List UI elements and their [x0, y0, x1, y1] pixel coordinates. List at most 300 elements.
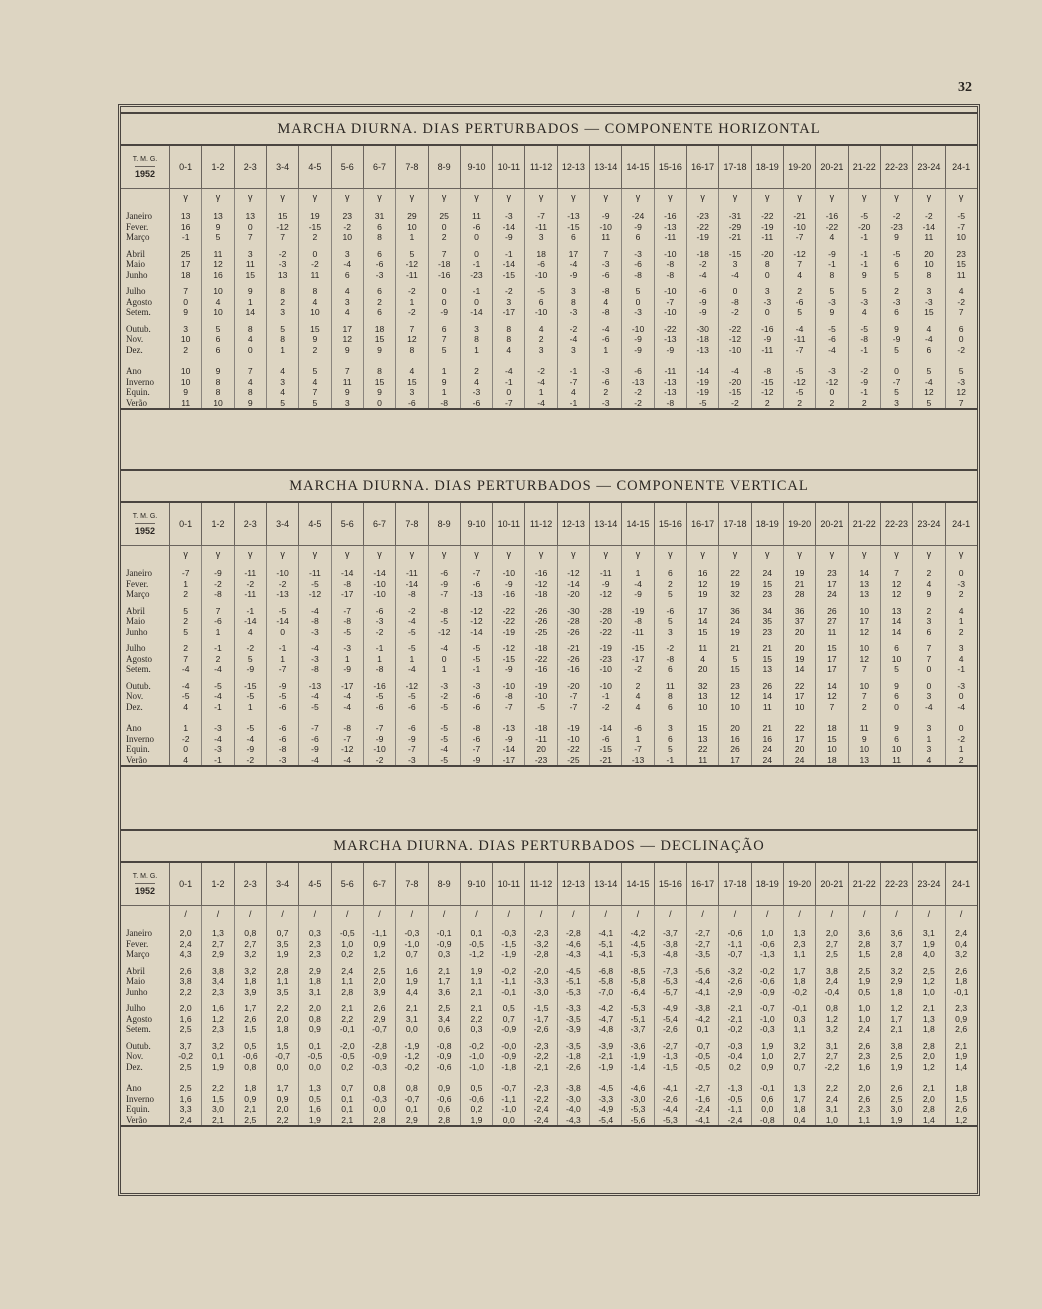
hour-header: 3-4	[267, 146, 299, 188]
table-cell: 12	[342, 334, 352, 344]
row-label: Junho	[126, 986, 148, 997]
value-group	[719, 318, 750, 356]
unit-symbol: γ	[506, 549, 512, 559]
table-cell: -1,0	[759, 1013, 775, 1024]
table-cell: 1,1	[858, 1114, 871, 1125]
hour-column	[461, 906, 493, 1125]
value-group	[332, 960, 363, 998]
table-cell: 2,4	[858, 1024, 871, 1034]
table-cell: -6	[375, 259, 384, 269]
value-group	[913, 355, 944, 408]
table-cell: 6	[635, 232, 641, 242]
table-cell: -26	[534, 605, 548, 616]
table-cell: -14	[567, 578, 580, 589]
table-cell: -12	[793, 248, 806, 259]
value-group	[881, 243, 912, 281]
table-cell: -2,3	[533, 1083, 549, 1093]
table-cell: -0,5	[307, 1051, 323, 1061]
hour-column	[396, 906, 428, 1125]
value-group	[525, 960, 556, 998]
table-cell: -5	[537, 701, 545, 712]
table-cell: 1,0	[761, 1051, 774, 1061]
table-cell: -15	[631, 643, 645, 653]
section-horizontal	[121, 112, 977, 410]
table-cell: -4	[343, 691, 352, 701]
table-cell: -4,1	[598, 949, 614, 959]
value-group	[332, 675, 363, 713]
table-cell: 2	[215, 653, 221, 664]
row-label: Equin.	[126, 387, 150, 397]
table-cell: 0,3	[438, 949, 451, 959]
hour-header: 17-18	[719, 503, 751, 545]
hour-header: 8-9	[429, 863, 461, 905]
table-cell: -7	[278, 664, 287, 674]
table-cell: -19	[534, 680, 548, 691]
value-group	[267, 675, 298, 713]
table-cell: 17	[827, 664, 837, 674]
table-cell: 10	[794, 701, 805, 712]
value-group	[784, 1035, 815, 1073]
table-cell: 6	[667, 664, 673, 674]
table-cell: 2	[474, 366, 479, 376]
table-cell: -2,9	[727, 986, 743, 997]
table-cell: 2,8	[858, 938, 871, 949]
value-group	[913, 637, 944, 675]
hour-column	[170, 546, 202, 765]
table-cell: 2,3	[308, 949, 321, 959]
table-cell: -22	[664, 323, 677, 334]
value-group	[849, 712, 880, 765]
value-group	[849, 1072, 880, 1125]
table-cell: -0,6	[436, 1093, 452, 1104]
hour-header: 0-1	[170, 503, 202, 545]
section-title: MARCHA DIURNA. DIAS PERTURBADOS — COMPONENTE HORIZONTAL	[121, 112, 977, 146]
table-cell: 6	[538, 296, 544, 307]
table-cell: 7	[797, 259, 802, 269]
table-cell: -5	[181, 691, 190, 701]
table-cell: -3	[925, 296, 933, 307]
unit-symbol: /	[507, 909, 511, 919]
table-cell: -5,4	[598, 1114, 614, 1125]
table-cell: 1,3	[922, 1013, 935, 1024]
table-cell: 20	[730, 723, 740, 733]
table-cell: -11	[664, 232, 677, 242]
hour-header: 3-4	[267, 503, 299, 545]
table-cell: 7	[312, 387, 318, 397]
table-cell: 3,6	[858, 928, 871, 938]
table-cell: 16	[697, 568, 708, 578]
table-cell: 7	[861, 664, 867, 674]
table-cell: 0,0	[308, 1061, 321, 1072]
value-group	[849, 997, 880, 1035]
table-cell: -20	[858, 221, 871, 232]
table-cell: 4	[958, 653, 964, 664]
unit-symbol: γ	[635, 549, 641, 559]
table-cell: -11	[535, 733, 547, 744]
table-cell: 3,2	[211, 1040, 224, 1051]
unit-symbol: γ	[958, 549, 964, 559]
table-cell: 0	[926, 680, 932, 691]
table-cell: -6,4	[630, 986, 646, 997]
unit-symbol: γ	[603, 549, 608, 559]
row-label: Julho	[126, 286, 146, 296]
unit-symbol: γ	[926, 192, 932, 202]
value-group	[493, 675, 524, 713]
table-cell: 2,4	[825, 976, 838, 986]
value-group	[784, 318, 815, 356]
table-cell: 4	[797, 269, 802, 280]
table-cell: -2	[731, 307, 739, 317]
table-cell: 24	[730, 616, 740, 626]
table-cell: 2	[538, 334, 544, 344]
table-cell: -9	[311, 744, 319, 754]
hour-column	[170, 906, 202, 1125]
row-label: Setem.	[126, 1024, 151, 1034]
value-group	[267, 205, 298, 243]
value-group	[655, 355, 686, 408]
unit-symbol: /	[345, 909, 349, 919]
table-cell: 6	[667, 568, 673, 578]
table-cell: -15	[567, 221, 580, 232]
table-cell: -19	[599, 643, 612, 653]
table-cell: -4	[214, 664, 222, 674]
table-cell: 0,1	[405, 1104, 418, 1114]
table-cell: 0	[764, 269, 770, 280]
table-cell: 2,5	[373, 965, 386, 976]
table-cell: -10	[373, 589, 386, 599]
hour-header: 21-22	[849, 146, 881, 188]
table-cell: -20	[599, 616, 612, 626]
value-group	[687, 205, 718, 243]
table-cell: -26	[534, 616, 548, 626]
hour-header: 1-2	[202, 863, 234, 905]
value-group	[881, 318, 912, 356]
table-cell: 13	[277, 269, 288, 280]
unit-symbol: γ	[441, 192, 447, 202]
value-group	[687, 922, 718, 960]
table-cell: 7	[183, 286, 189, 296]
table-cell: 17	[697, 605, 708, 616]
table-cell: -15	[502, 653, 515, 664]
hour-header: 16-17	[687, 863, 719, 905]
table-cell: -1	[569, 366, 578, 376]
value-group	[881, 280, 912, 318]
table-cell: 1	[474, 344, 479, 355]
value-group	[299, 1072, 330, 1125]
table-cell: -6	[375, 605, 384, 616]
table-cell: -5	[795, 366, 804, 376]
table-cell: 6	[958, 323, 964, 334]
value-group	[558, 922, 589, 960]
table-cell: 0,8	[244, 928, 257, 938]
value-group	[429, 318, 460, 356]
value-group	[202, 712, 233, 765]
hour-column	[590, 189, 622, 408]
table-cell: -8	[311, 616, 319, 626]
table-cell: -9	[634, 589, 642, 599]
table-cell: -16	[437, 269, 451, 280]
hour-header: 19-20	[784, 863, 816, 905]
unit-symbol: γ	[732, 549, 738, 559]
table-cell: 27	[827, 616, 837, 626]
table-cell: 14	[827, 680, 837, 691]
table-cell: 0	[441, 296, 447, 307]
table-cell: 17	[568, 248, 579, 259]
table-cell: -2	[957, 344, 965, 355]
table-cell: 5	[732, 653, 738, 664]
table-cell: 2,0	[179, 1003, 192, 1013]
table-cell: 11	[827, 626, 837, 637]
value-group	[493, 280, 524, 318]
table-cell: -12	[470, 605, 483, 616]
table-cell: -1	[860, 344, 869, 355]
value-group	[622, 243, 653, 281]
header-year: 1952	[135, 166, 155, 180]
value-group	[784, 997, 815, 1035]
table-cell: 10	[859, 643, 869, 653]
table-cell: -28	[567, 616, 580, 626]
table-cell: -5,6	[695, 965, 711, 976]
table-cell: 22	[730, 568, 740, 578]
table-cell: -1	[504, 248, 513, 259]
table-cell: -0,5	[695, 1051, 711, 1061]
table-cell: 2,3	[308, 938, 321, 949]
table-cell: 0	[474, 248, 479, 259]
table-cell: 1,4	[922, 1114, 935, 1125]
table-cell: -5,1	[630, 1013, 646, 1024]
table-cell: -13	[308, 680, 322, 691]
table-cell: -9	[763, 334, 772, 344]
value-group	[170, 997, 201, 1035]
table-cell: -10	[373, 578, 386, 589]
label-group	[121, 318, 169, 356]
table-cell: -10	[599, 664, 612, 674]
table-cell: 2	[183, 589, 189, 599]
table-cell: -2,8	[566, 928, 581, 938]
table-cell: 0,8	[405, 1083, 418, 1093]
hour-column	[816, 546, 848, 765]
table-cell: 8	[409, 344, 415, 355]
hour-header: 24-1	[952, 162, 971, 172]
value-group	[558, 997, 589, 1035]
hour-column	[429, 546, 461, 765]
table-cell: 7	[926, 653, 932, 664]
value-group	[364, 712, 395, 765]
table-cell: -4,4	[662, 1104, 678, 1114]
table-cell: 7	[441, 248, 447, 259]
table-cell: 2,6	[179, 965, 192, 976]
hour-column	[913, 546, 945, 765]
value-group	[655, 922, 686, 960]
table-cell: 1	[215, 626, 221, 637]
table-cell: -9	[569, 269, 578, 280]
unit-symbol: γ	[280, 192, 285, 202]
table-cell: -5,3	[630, 949, 646, 959]
table-cell: 0	[312, 248, 318, 259]
table-cell: 0,0	[405, 1024, 418, 1034]
table-cell: 16	[730, 733, 740, 744]
table-cell: -17	[341, 589, 354, 599]
value-group	[364, 1072, 395, 1125]
table-cell: -3	[601, 259, 610, 269]
table-cell: 2	[377, 296, 382, 307]
table-cell: 2	[958, 589, 964, 599]
table-cell: 2,6	[373, 1003, 386, 1013]
table-cell: 2	[861, 397, 867, 408]
table-cell: 1,8	[244, 1083, 257, 1093]
table-cell: -5	[472, 653, 481, 664]
table-cell: 1,2	[955, 1114, 968, 1125]
value-group	[202, 922, 233, 960]
table-cell: 3	[958, 643, 964, 653]
value-group	[946, 960, 977, 998]
table-cell: -5	[246, 723, 255, 733]
row-label: Julho	[126, 643, 146, 653]
row-label: Ano	[126, 1083, 142, 1093]
table-cell: 2	[183, 643, 189, 653]
hour-header: 19-20	[784, 146, 816, 188]
value-group	[719, 1072, 750, 1125]
table-cell: 1,6	[405, 965, 418, 976]
table-cell: 9	[344, 344, 350, 355]
unit-symbol: /	[475, 909, 478, 919]
table-cell: 5	[312, 366, 318, 376]
unit-symbol: /	[216, 909, 220, 919]
table-cell: 21	[794, 578, 805, 589]
table-cell: 15	[407, 376, 417, 387]
hour-header: 18-19	[752, 146, 784, 188]
hour-header: 1-2	[202, 146, 234, 188]
table-cell: -0,8	[436, 1040, 452, 1051]
table-cell: 17	[730, 754, 740, 765]
table-cell: 15	[956, 259, 966, 269]
table-cell: 1,3	[211, 928, 224, 938]
hour-header: 7-8	[396, 146, 428, 188]
header-row	[121, 503, 977, 546]
table-cell: -3,2	[533, 938, 549, 949]
table-cell: 1,7	[793, 1093, 806, 1104]
table-cell: -6	[472, 578, 481, 589]
table-cell: 0	[247, 344, 253, 355]
table-cell: 2,1	[341, 1003, 354, 1013]
table-cell: 2,7	[211, 938, 224, 949]
table-cell: -5	[440, 701, 448, 712]
value-group	[590, 243, 621, 281]
table-cell: 2,2	[825, 1083, 838, 1093]
value-group	[687, 280, 718, 318]
value-group	[396, 712, 427, 765]
table-cell: 0,9	[244, 1093, 257, 1104]
hour-column	[267, 546, 299, 765]
table-cell: 3,0	[211, 1104, 224, 1114]
row-label: Março	[126, 232, 150, 242]
table-cell: -7	[343, 733, 352, 744]
row-label: Junho	[126, 626, 148, 637]
table-cell: 3	[926, 286, 932, 296]
table-cell: 3	[474, 323, 479, 334]
table-cell: 9	[215, 221, 221, 232]
table-cell: -4	[634, 578, 642, 589]
table-cell: -12	[567, 568, 580, 578]
table-cell: -10	[373, 744, 386, 754]
table-cell: 0,0	[373, 1104, 386, 1114]
label-group	[121, 997, 169, 1035]
value-group	[655, 243, 686, 281]
table-cell: -12	[470, 616, 483, 626]
table-cell: 8	[571, 296, 576, 307]
table-cell: 0	[894, 701, 899, 712]
value-group	[429, 1072, 460, 1125]
table-cell: 3,7	[179, 1040, 192, 1051]
value-group	[752, 675, 783, 713]
hour-header: 16-17	[687, 146, 719, 188]
table-cell: -5	[440, 733, 448, 744]
table-cell: 10	[213, 307, 223, 317]
hour-header: 19-20	[784, 503, 816, 545]
table-cell: -0,2	[469, 1040, 484, 1051]
value-group	[235, 675, 266, 713]
value-group	[396, 318, 427, 356]
table-cell: -3	[860, 296, 869, 307]
table-cell: 2,7	[793, 1051, 806, 1061]
table-cell: 1,9	[955, 1051, 968, 1061]
table-cell: 19	[730, 626, 740, 637]
unit-symbol: γ	[700, 549, 705, 559]
table-cell: -4,2	[630, 928, 646, 938]
value-group	[364, 562, 395, 600]
table-cell: -8	[666, 653, 675, 664]
row-label: Dez.	[126, 1061, 143, 1072]
table-cell: -7,0	[598, 986, 614, 997]
header-label	[121, 863, 170, 905]
value-group	[946, 637, 977, 675]
hour-column	[913, 189, 945, 408]
table-cell: 2,7	[825, 938, 838, 949]
label-group	[121, 600, 169, 638]
table-cell: 2,8	[438, 1114, 451, 1125]
table-cell: 9	[247, 286, 253, 296]
table-cell: 1	[635, 733, 641, 744]
table-cell: 2,0	[922, 1051, 935, 1061]
value-group	[655, 712, 686, 765]
value-group	[622, 1072, 653, 1125]
value-group	[558, 675, 589, 713]
table-cell: -2,1	[598, 1051, 614, 1061]
unit-symbol: γ	[538, 192, 544, 202]
table-cell: -5	[698, 397, 707, 408]
unit-symbol: γ	[441, 549, 447, 559]
table-cell: 4	[506, 344, 512, 355]
value-group	[170, 675, 201, 713]
value-group	[525, 712, 556, 765]
table-cell: 24	[827, 589, 837, 599]
table-cell: 4	[861, 307, 867, 317]
table-cell: -6	[472, 701, 481, 712]
table-cell: -1,4	[630, 1061, 646, 1072]
hour-header: 7-8	[396, 503, 428, 545]
hour-header: 9-10	[461, 863, 493, 905]
table-cell: 5	[926, 366, 932, 376]
row-label: Março	[126, 949, 150, 959]
table-cell: -6	[278, 701, 287, 712]
table-cell: 6	[377, 248, 382, 259]
table-cell: -11	[793, 334, 806, 344]
table-cell: -1	[957, 664, 965, 674]
table-cell: -1	[860, 259, 869, 269]
table-cell: 14	[794, 664, 805, 674]
table-cell: 8	[474, 334, 479, 344]
table-cell: 6	[215, 334, 221, 344]
